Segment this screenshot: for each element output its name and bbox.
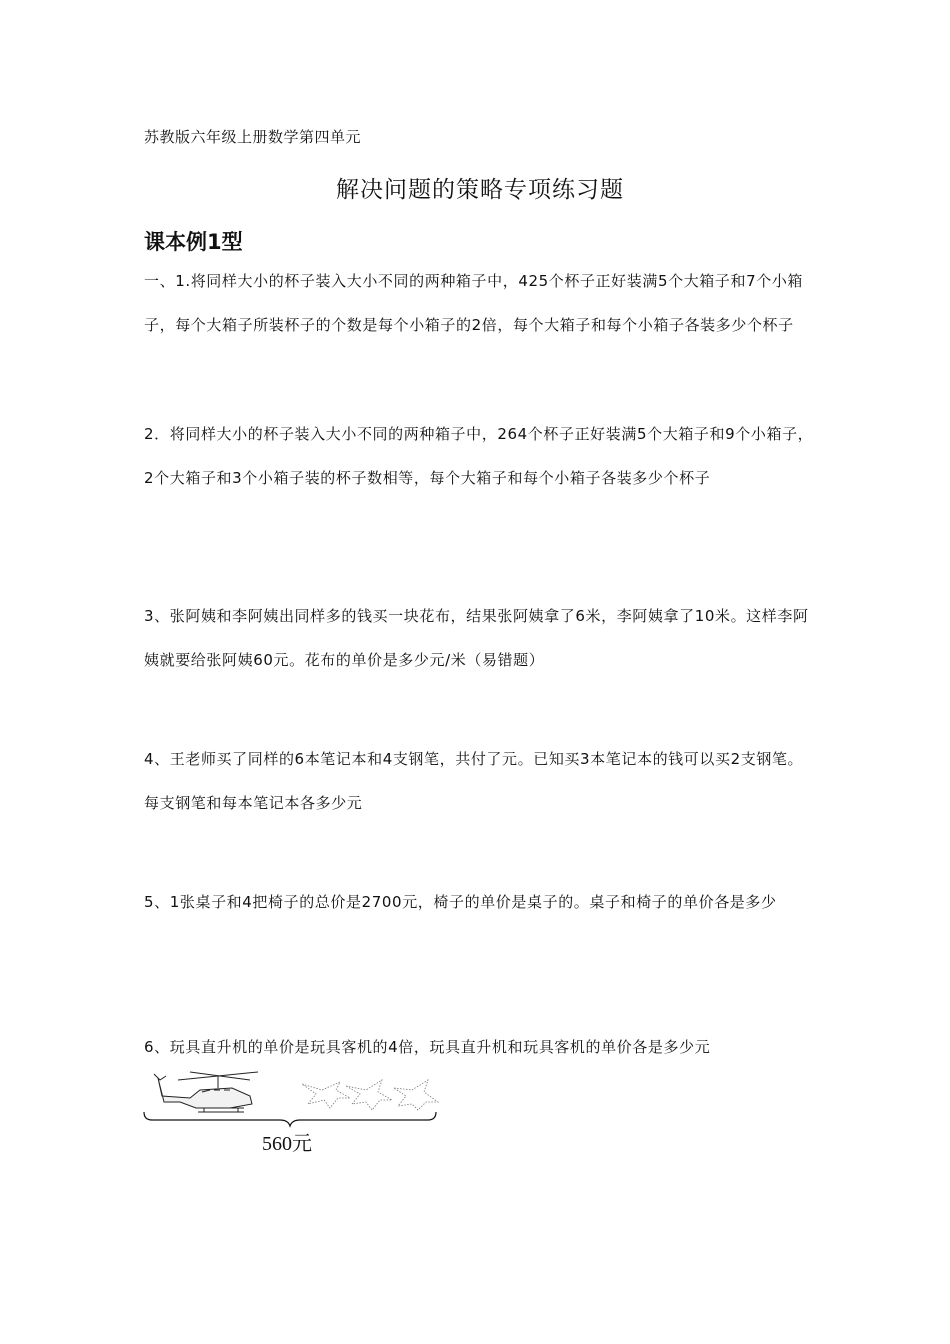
question-5: 5、1张桌子和4把椅子的总价是2700元，椅子的单价是桌子的。桌子和椅子的单价各是多少 [144,893,777,911]
airplane-icon [394,1080,438,1110]
question-1: 一、1.将同样大小的杯子装入大小不同的两种箱子中，425个杯子正好装满5个大箱子和7个小箱子，每个大箱子所装杯子的个数是每个小箱子的2倍，每个大箱子和每个小箱子各装多少个杯子 [144,272,804,334]
worksheet-subtitle: 苏教版六年级上册数学第四单元 [144,128,362,146]
airplane-icon [346,1080,392,1110]
worksheet-title: 解决问题的策略专项练习题 [336,177,624,203]
question-2: 2．将同样大小的杯子装入大小不同的两种箱子中，264个杯子正好装满5个大箱子和9个小箱子，2个大箱子和3个小箱子装的杯子数相等，每个大箱子和每个小箱子各装多少个杯子 [144,425,814,487]
question-3: 3、张阿姨和李阿姨出同样多的钱买一块花布，结果张阿姨拿了6米，李阿姨拿了10米。这样李阿姨就要给张阿姨60元。花布的单价是多少元/米（易错题） [144,607,809,669]
helicopter-icon [154,1072,258,1112]
section-heading: 课本例1型 [144,230,243,254]
airplane-icon [302,1082,350,1108]
question-6: 6、玩具直升机的单价是玩具客机的4倍，玩具直升机和玩具客机的单价各是多少元 [144,1038,711,1056]
total-price-label: 560元 [262,1133,312,1155]
question-4: 4、王老师买了同样的6本笔记本和4支钢笔，共付了元。已知买3本笔记本的钱可以买2支钢笔。每支钢笔和每本笔记本各多少元 [144,750,804,812]
figure-illustration [140,1068,440,1128]
total-brace [144,1112,436,1126]
